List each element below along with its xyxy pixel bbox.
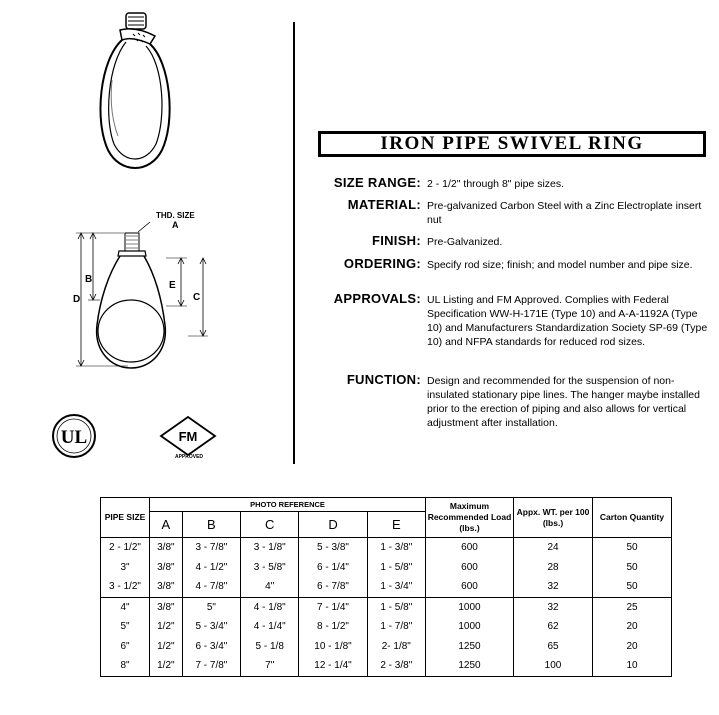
spec-value: Design and recommended for the suspension of non-insulated stationary pipe lines. The hanger maybe installed prior to the erection of piping and also allows for vertical adjustment after installation. — [427, 375, 700, 429]
table-cell: 6 - 7/8" — [299, 577, 367, 597]
table-row — [101, 577, 672, 597]
table-cell: 25 — [593, 597, 672, 617]
spec-finish — [318, 234, 710, 249]
table-cell: 1 - 5/8" — [367, 597, 425, 617]
spec-approvals — [318, 292, 710, 349]
dim-label-c: C — [193, 292, 201, 303]
carton-header: Carton Quantity — [593, 498, 672, 538]
table-cell: 3 - 7/8" — [182, 538, 240, 558]
table-cell: 100 — [514, 656, 593, 676]
fm-approved-logo — [161, 417, 215, 460]
table-row — [101, 656, 672, 676]
swivel-ring-illustration — [100, 13, 169, 168]
table-cell: 1 - 5/8" — [367, 558, 425, 578]
table-cell: 20 — [593, 637, 672, 657]
table-cell: 1 - 7/8" — [367, 617, 425, 637]
table-cell: 10 - 1/8" — [299, 637, 367, 657]
table-cell: 600 — [426, 538, 514, 558]
table-cell: 600 — [426, 558, 514, 578]
table-cell: 2- 1/8" — [367, 637, 425, 657]
table-cell: 1000 — [426, 617, 514, 637]
specifications-table — [100, 497, 672, 677]
spec-label: FINISH: — [371, 233, 421, 248]
table-cell: 4 - 1/4" — [241, 617, 299, 637]
photo-reference-header: PHOTO REFERENCE — [150, 498, 426, 512]
table-cell: 3 - 1/8" — [241, 538, 299, 558]
table-cell: 3/8" — [150, 538, 183, 558]
table-cell: 5" — [101, 617, 150, 637]
table-cell: 28 — [514, 558, 593, 578]
table-cell: 3" — [101, 558, 150, 578]
table-cell: 5 - 1/8 — [241, 637, 299, 657]
table-row — [101, 597, 672, 617]
table-cell: 20 — [593, 617, 672, 637]
table-cell: 7" — [241, 656, 299, 676]
spec-value: Pre-galvanized Carbon Steel with a Zinc Electroplate insert nut — [427, 200, 702, 226]
page-title: IRON PIPE SWIVEL RING — [380, 133, 644, 154]
ref-column-header-d: D — [299, 512, 367, 538]
table-cell: 7 - 7/8" — [182, 656, 240, 676]
dim-label-d: D — [73, 294, 81, 305]
spec-value: 2 - 1/2" through 8" pipe sizes. — [427, 178, 565, 190]
table-cell: 7 - 1/4" — [299, 597, 367, 617]
table-cell: 5 - 3/4" — [182, 617, 240, 637]
table-cell: 1000 — [426, 597, 514, 617]
table-cell: 3/8" — [150, 577, 183, 597]
table-cell: 2 - 3/8" — [367, 656, 425, 676]
table-cell: 50 — [593, 558, 672, 578]
weight-header: Appx. WT. per 100 (lbs.) — [514, 498, 593, 538]
spec-label: FUNCTION: — [346, 372, 421, 387]
spec-label: APPROVALS: — [333, 291, 421, 306]
table-cell: 1 - 3/8" — [367, 538, 425, 558]
table-cell: 4 - 1/2" — [182, 558, 240, 578]
table-cell: 6 - 3/4" — [182, 637, 240, 657]
table-cell: 24 — [514, 538, 593, 558]
table-cell: 3 - 5/8" — [241, 558, 299, 578]
dim-label-b: B — [85, 274, 93, 285]
table-cell: 8 - 1/2" — [299, 617, 367, 637]
table-cell: 1250 — [426, 637, 514, 657]
table-cell: 3/8" — [150, 558, 183, 578]
table-cell: 1 - 3/4" — [367, 577, 425, 597]
table-cell: 4" — [101, 597, 150, 617]
table-cell: 4 - 1/8" — [241, 597, 299, 617]
pipe-size-header: PIPE SIZE — [101, 498, 150, 538]
table-cell: 10 — [593, 656, 672, 676]
ref-column-header-c: C — [241, 512, 299, 538]
ref-column-header-e: E — [367, 512, 425, 538]
table-row — [101, 637, 672, 657]
divider-line — [293, 22, 295, 464]
table-row — [101, 538, 672, 558]
spec-material — [318, 198, 710, 227]
ul-logo-text: UL — [60, 427, 88, 448]
table-cell: 32 — [514, 577, 593, 597]
spec-label: MATERIAL: — [347, 197, 421, 212]
title-box — [318, 131, 706, 157]
spec-function — [318, 373, 710, 430]
dim-label-a: A — [172, 220, 179, 230]
table-cell: 1/2" — [150, 637, 183, 657]
ref-column-header-b: B — [182, 512, 240, 538]
table-row — [101, 617, 672, 637]
dim-label-e: E — [169, 280, 176, 291]
table-cell: 6" — [101, 637, 150, 657]
table-cell: 12 - 1/4" — [299, 656, 367, 676]
table-cell: 4" — [241, 577, 299, 597]
spec-value: Pre-Galvanized. — [427, 236, 503, 248]
table-cell: 1250 — [426, 656, 514, 676]
table-cell: 32 — [514, 597, 593, 617]
table-cell: 5 - 3/8" — [299, 538, 367, 558]
table-cell: 4 - 7/8" — [182, 577, 240, 597]
table-cell: 1/2" — [150, 656, 183, 676]
table-cell: 6 - 1/4" — [299, 558, 367, 578]
table-cell: 5" — [182, 597, 240, 617]
product-drawing — [0, 0, 292, 470]
spec-value: UL Listing and FM Approved. Complies with Federal Specification WW-H-171E (Type 10) and A-A-1192A (Type 10) and Manufacturers Standardization Society SP-69 (Type 10) and NFPA standards for reduced rod sizes. — [427, 294, 708, 348]
fm-logo-text: FM — [178, 429, 198, 444]
ref-column-header-a: A — [150, 512, 183, 538]
fm-logo-subtext: APPROVED — [174, 454, 204, 460]
spec-label: SIZE RANGE: — [333, 175, 421, 190]
spec-ordering — [318, 257, 710, 272]
spec-value: Specify rod size; finish; and model number and pipe size. — [427, 259, 693, 271]
max-load-header: Maximum Recommended Load (lbs.) — [426, 498, 514, 538]
table-cell: 50 — [593, 538, 672, 558]
dimension-diagram — [76, 222, 208, 368]
table-cell: 3/8" — [150, 597, 183, 617]
table-cell: 50 — [593, 577, 672, 597]
table-cell: 600 — [426, 577, 514, 597]
thd-size-label: THD. SIZE — [156, 211, 195, 220]
table-row — [101, 558, 672, 578]
table-cell: 1/2" — [150, 617, 183, 637]
table-cell: 62 — [514, 617, 593, 637]
spec-size-range — [318, 176, 710, 191]
table-cell: 2 - 1/2" — [101, 538, 150, 558]
ul-logo — [53, 415, 95, 457]
table-cell: 8" — [101, 656, 150, 676]
table-cell: 3 - 1/2" — [101, 577, 150, 597]
spec-label: ORDERING: — [343, 256, 421, 271]
table-cell: 65 — [514, 637, 593, 657]
